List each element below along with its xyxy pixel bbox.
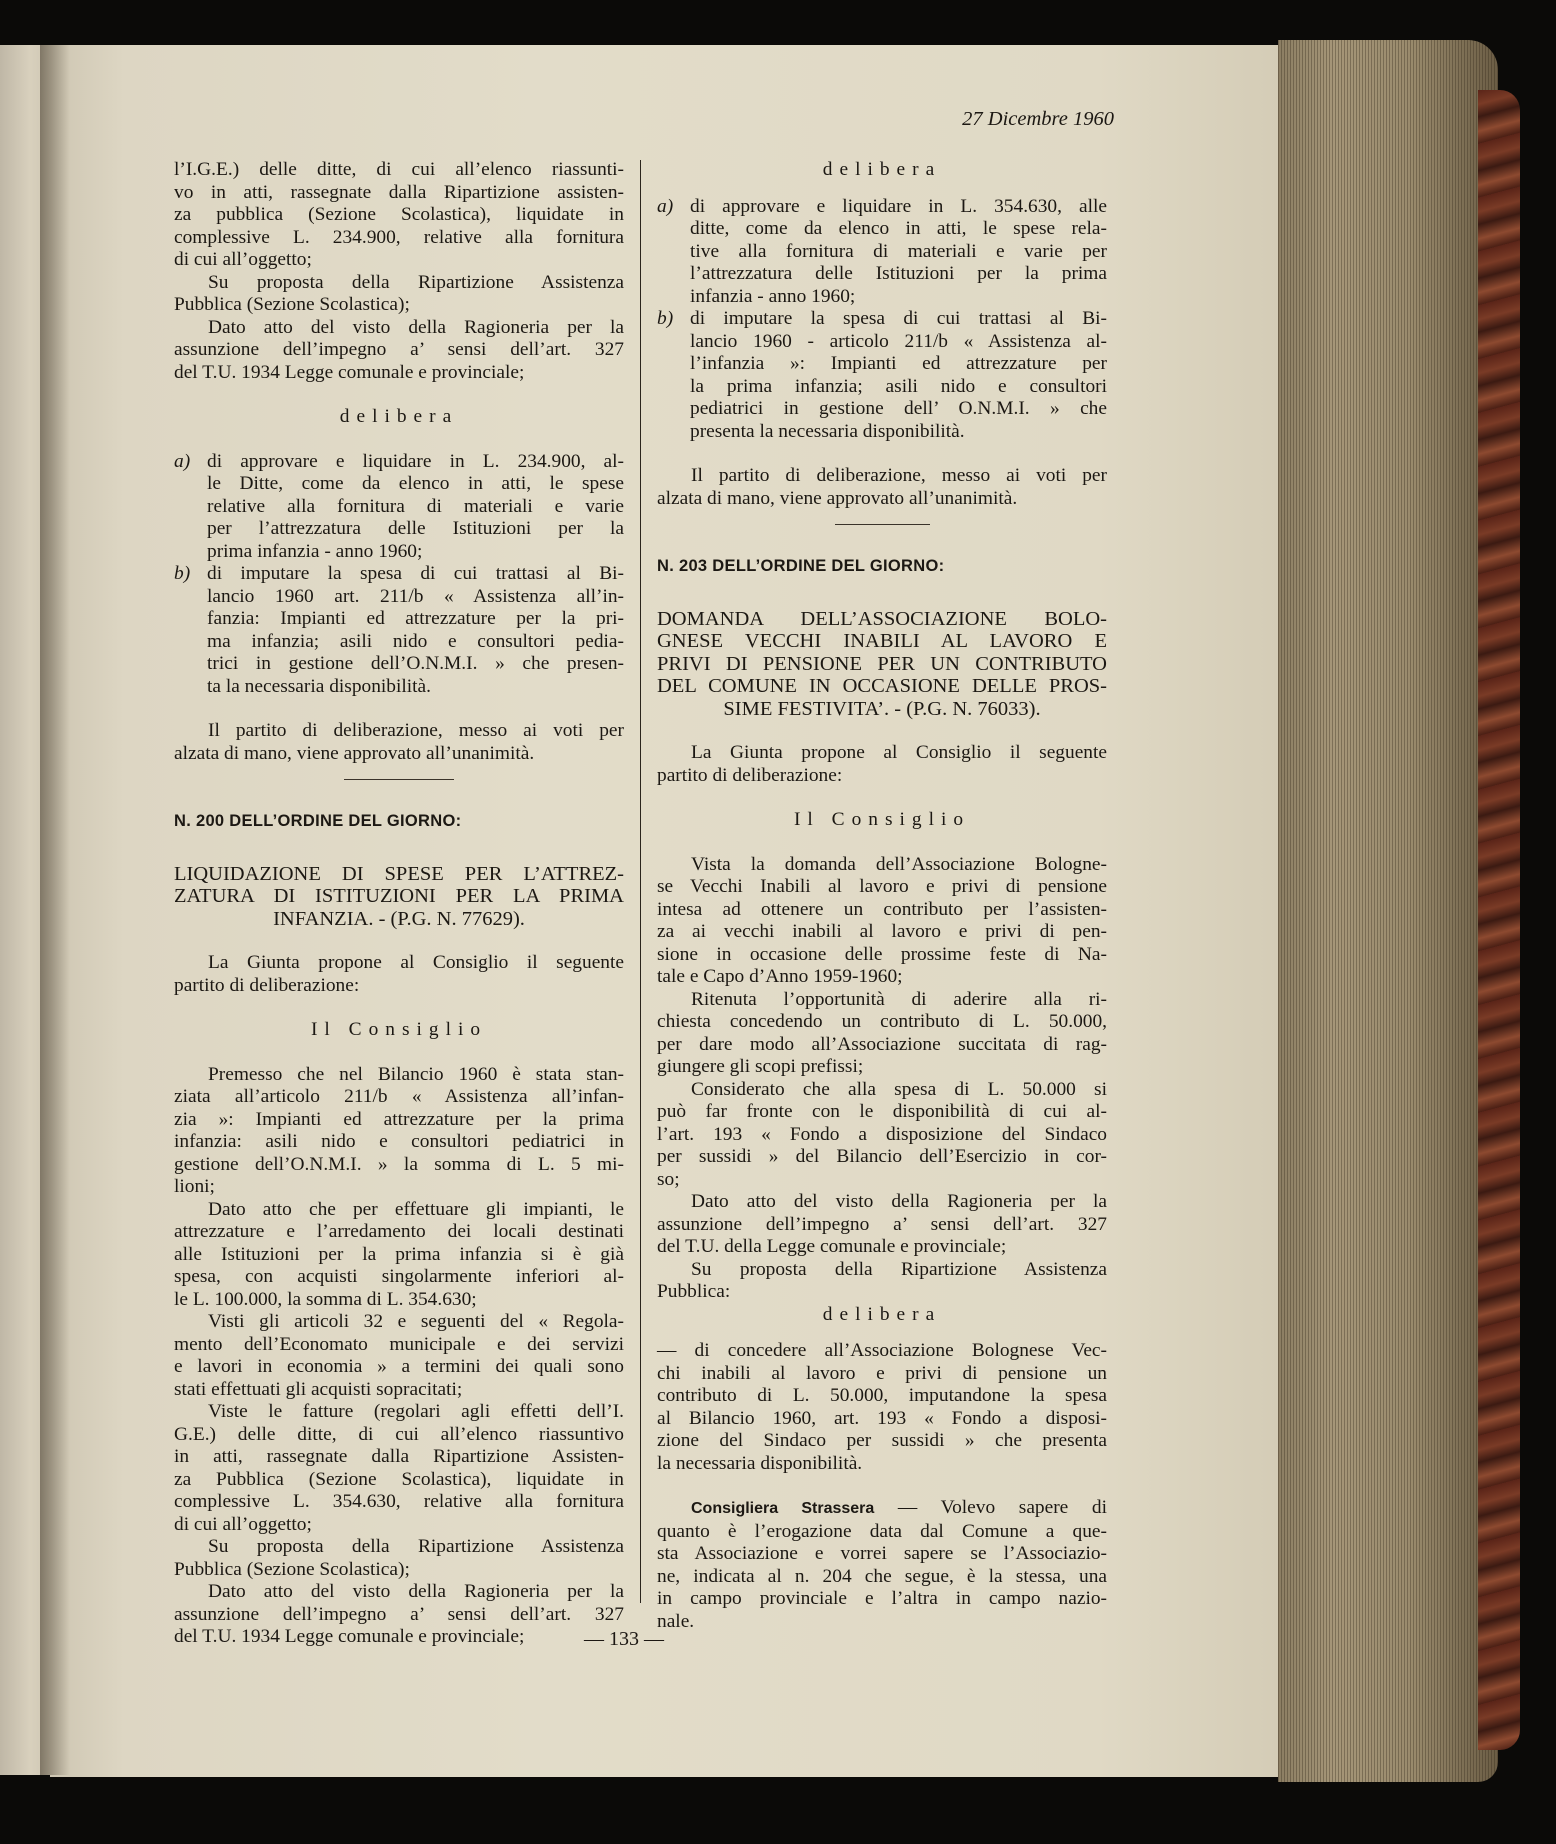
paragraph bbox=[174, 1311, 624, 1401]
text-line: tive alla fornitura di materiali e varie per bbox=[690, 240, 1107, 262]
text-line: PRIVI DI PENSIONE PER UN CONTRIBUTO bbox=[657, 652, 1107, 675]
text-line: — di concedere all’Associazione Bolognese Vec- bbox=[657, 1340, 1107, 1361]
text-line: zione del Sindaco per sussidi » che presenta bbox=[657, 1430, 1107, 1451]
paragraph bbox=[174, 317, 624, 385]
paragraph bbox=[657, 1340, 1107, 1475]
text-line: spesa, con acquisti singolarmente inferiori al- bbox=[174, 1266, 624, 1287]
text-line: alzata di mano, viene approvato all’unanimità. bbox=[657, 487, 1018, 509]
text-line: Su proposta della Ripartizione Assistenza bbox=[691, 1258, 1107, 1280]
text-line: se Vecchi Inabili al lavoro e privi di pensione bbox=[657, 876, 1107, 897]
text-line: alle Istituzioni per la prima infanzia si è già bbox=[174, 1243, 624, 1265]
text-line: sione in occasione delle prossime feste di Na- bbox=[657, 943, 1107, 965]
text-line: assunzione dell’impegno a’ sensi dell’art. 327 bbox=[657, 1213, 1107, 1235]
speech-text: — Volevo sapere di bbox=[897, 1497, 1107, 1518]
paragraph bbox=[174, 159, 624, 272]
text-line: le L. 100.000, la somma di L. 354.630; bbox=[174, 1288, 477, 1310]
text-line: GNESE VECCHI INABILI AL LAVORO E bbox=[657, 630, 1107, 652]
text-line: lioni; bbox=[174, 1176, 215, 1197]
text-line: infanzia: asili nido e consultori pediatrici in bbox=[174, 1131, 624, 1152]
text-line: G.E.) delle ditte, di cui all’elenco riassuntivo bbox=[174, 1423, 624, 1445]
text-line: attrezzature e l’arredamento dei locali destinati bbox=[174, 1221, 624, 1242]
text-line: sta Associazione e vorrei sapere se l’Associazio- bbox=[657, 1543, 1107, 1564]
text-line: Pubblica (Sezione Scolastica); bbox=[174, 294, 410, 315]
order-heading: N. 203 DELL’ORDINE DEL GIORNO: bbox=[657, 557, 945, 575]
text-line: ditte, come da elenco in atti, le spese rela- bbox=[690, 218, 1107, 239]
item-label: a) bbox=[174, 450, 191, 472]
text-line: La Giunta propone al Consiglio il seguente bbox=[208, 952, 624, 973]
column-divider bbox=[640, 160, 641, 1603]
text-line: za Pubblica (Sezione Scolastica), liquidate in bbox=[174, 1468, 624, 1490]
text-line: l’infanzia »: Impianti ed attrezzature per bbox=[690, 353, 1107, 374]
text-line: presenta la necessaria disponibilità. bbox=[690, 420, 965, 442]
list-item-a bbox=[174, 451, 624, 564]
text-line: Dato atto del visto della Ragioneria per la bbox=[208, 316, 624, 338]
text-line: infanzia - anno 1960; bbox=[690, 285, 856, 307]
text-line: per dare modo all’Associazione succitata di rag- bbox=[657, 1033, 1107, 1055]
text-line: Considerato che alla spesa di L. 50.000 si bbox=[691, 1078, 1107, 1100]
text-line: stati effettuati gli acquisti sopracitati; bbox=[174, 1378, 463, 1400]
text-line: l’attrezzatura delle Istituzioni per la prima bbox=[690, 263, 1107, 284]
text-line: za ai vecchi inabili al lavoro e privi di pen- bbox=[657, 921, 1107, 942]
list-item-b bbox=[657, 308, 1107, 443]
text-line: nale. bbox=[657, 1610, 695, 1632]
text-line: Pubblica: bbox=[657, 1281, 731, 1302]
text-line: gestione dell’O.N.M.I. » la somma di L. 5 mi- bbox=[174, 1153, 624, 1175]
item-label: a) bbox=[657, 195, 674, 217]
text-line: fanzia: Impianti ed attrezzature per la pri- bbox=[207, 608, 624, 629]
text-line: DEL COMUNE IN OCCASIONE DELLE PROS- bbox=[657, 675, 1107, 697]
text-line: intesa ad ottenere un contributo per l’assisten- bbox=[657, 898, 1107, 920]
paragraph bbox=[657, 465, 1107, 510]
item-label: b) bbox=[657, 308, 674, 329]
text-line: del T.U. della Legge comunale e provinciale; bbox=[657, 1236, 1007, 1257]
item-label: b) bbox=[174, 563, 191, 584]
paragraph bbox=[174, 272, 624, 317]
list-item-a bbox=[657, 196, 1107, 309]
text-line: pediatrici in gestione dell’ O.N.M.I. » che bbox=[690, 398, 1107, 419]
delibera-heading: delibera bbox=[822, 159, 942, 180]
text-line: Su proposta della Ripartizione Assistenza bbox=[208, 271, 624, 293]
list-item-b bbox=[174, 563, 624, 698]
text-line: Dato atto del visto della Ragioneria per la bbox=[691, 1191, 1107, 1212]
text-line: di imputare la spesa di cui trattasi al Bi- bbox=[207, 563, 624, 584]
text-line: LIQUIDAZIONE DI SPESE PER L’ATTREZ- bbox=[174, 862, 624, 885]
text-line: relative alla fornitura di materiali e varie bbox=[207, 495, 624, 517]
text-line: del T.U. 1934 Legge comunale e provinciale; bbox=[174, 361, 525, 383]
text-line: SIME FESTIVITA’. - (P.G. N. 76033). bbox=[723, 697, 1041, 720]
text-line: complessive L. 354.630, relative alla fornitura bbox=[174, 1491, 624, 1512]
consiglio-heading: Il Consiglio bbox=[310, 1019, 488, 1040]
text-line: può far fronte con le disponibilità di cui al- bbox=[657, 1101, 1107, 1122]
section-title bbox=[657, 608, 1107, 721]
order-heading: N. 200 DELL’ORDINE DEL GIORNO: bbox=[174, 812, 462, 830]
text-line: le Ditte, come da elenco in atti, le spese bbox=[207, 473, 624, 494]
text-line: Il partito di deliberazione, messo ai voti per bbox=[691, 465, 1107, 486]
text-line: partito di deliberazione: bbox=[657, 764, 843, 786]
text-line: Pubblica (Sezione Scolastica); bbox=[174, 1558, 410, 1580]
paragraph bbox=[657, 854, 1107, 989]
text-line: INFANZIA. - (P.G. N. 77629). bbox=[273, 907, 525, 930]
text-line: ziata all’articolo 211/b « Assistenza all’infan- bbox=[174, 1086, 624, 1107]
delibera-heading: delibera bbox=[339, 406, 459, 427]
text-line: al Bilancio 1960, art. 193 « Fondo a disposi- bbox=[657, 1407, 1107, 1429]
text-line: vo in atti, rassegnate dalla Ripartizione assisten- bbox=[174, 181, 624, 203]
speaker-name: Consigliera Strassera bbox=[691, 1500, 875, 1517]
text-line: la prima infanzia; asili nido e consultori bbox=[690, 375, 1107, 397]
text-line: di cui all’oggetto; bbox=[174, 249, 312, 270]
paragraph bbox=[174, 1581, 624, 1649]
text-line: lancio 1960 - articolo 211/b « Assistenza al- bbox=[690, 330, 1107, 352]
speech-first-line bbox=[657, 1497, 1107, 1521]
text-line: tale e Capo d’Anno 1959-1960; bbox=[657, 966, 903, 987]
text-line: ta la necessaria disponibilità. bbox=[207, 675, 431, 697]
paragraph bbox=[657, 1079, 1107, 1192]
text-line: alzata di mano, viene approvato all’unanimità. bbox=[174, 742, 535, 764]
text-line: Dato atto che per effettuare gli impianti, le bbox=[208, 1198, 624, 1220]
text-line: complessive L. 234.900, relative alla fornitura bbox=[174, 226, 624, 248]
text-line: Viste le fatture (regolari agli effetti dell’I. bbox=[208, 1401, 624, 1422]
text-line: Su proposta della Ripartizione Assistenza bbox=[208, 1536, 624, 1557]
text-line: per l’attrezzatura delle Istituzioni per la bbox=[207, 518, 624, 539]
text-line: e lavori in economia » a termini dei quali sono bbox=[174, 1356, 624, 1377]
text-line: Premesso che nel Bilancio 1960 è stata stan- bbox=[208, 1063, 624, 1085]
text-line: chiesta concedendo un contributo di L. 50.000, bbox=[657, 1011, 1107, 1032]
paragraph bbox=[657, 742, 1107, 787]
text-line: prima infanzia - anno 1960; bbox=[207, 540, 423, 562]
text-line: DOMANDA DELL’ASSOCIAZIONE BOLO- bbox=[657, 607, 1107, 630]
text-line: giungere gli scopi prefissi; bbox=[657, 1056, 864, 1077]
page-date: 27 Dicembre 1960 bbox=[962, 108, 1114, 130]
paragraph bbox=[174, 1199, 624, 1312]
text-line: di cui all’oggetto; bbox=[174, 1513, 312, 1535]
text-line: La Giunta propone al Consiglio il seguente bbox=[691, 742, 1107, 763]
text-line: l’I.G.E.) delle ditte, di cui all’elenco riassunti- bbox=[174, 159, 624, 180]
text-line: Dato atto del visto della Ragioneria per la bbox=[208, 1581, 624, 1602]
paragraph bbox=[657, 1259, 1107, 1304]
text-line: quanto è l’erogazione data dal Comune a que- bbox=[657, 1520, 1107, 1542]
text-line: trici in gestione dell’O.N.M.I. » che presen- bbox=[207, 653, 624, 674]
text-line: di approvare e liquidare in L. 354.630, alle bbox=[690, 195, 1107, 217]
speech-paragraph bbox=[657, 1521, 1107, 1634]
paragraph bbox=[174, 1401, 624, 1536]
page-block-edges bbox=[1278, 40, 1498, 1782]
text-line: per sussidi » del Bilancio dell’Esercizio in cor- bbox=[657, 1146, 1107, 1167]
text-line: Ritenuta l’opportunità di aderire alla ri- bbox=[691, 988, 1107, 1010]
text-line: assunzione dell’impegno a’ sensi dell’art. 327 bbox=[174, 339, 624, 360]
left-column bbox=[174, 159, 624, 1649]
text-line: partito di deliberazione: bbox=[174, 974, 360, 996]
paragraph bbox=[657, 989, 1107, 1079]
text-line: contributo di L. 50.000, imputandone la spesa bbox=[657, 1385, 1107, 1406]
text-line: in atti, rassegnate dalla Ripartizione Assisten- bbox=[174, 1446, 624, 1467]
gutter-shadow bbox=[40, 45, 70, 1775]
text-line: zia »: Impianti ed attrezzature per la prima bbox=[174, 1108, 624, 1130]
text-line: del T.U. 1934 Legge comunale e provinciale; bbox=[174, 1626, 525, 1647]
paragraph bbox=[174, 952, 624, 997]
section-title bbox=[174, 863, 624, 931]
paragraph bbox=[657, 1191, 1107, 1259]
right-column bbox=[657, 159, 1107, 1633]
text-line: assunzione dell’impegno a’ sensi dell’art. 327 bbox=[174, 1603, 624, 1625]
text-line: di approvare e liquidare in L. 234.900, al- bbox=[207, 450, 624, 472]
text-line: ne, indicata al n. 204 che segue, è la stessa, una bbox=[657, 1565, 1107, 1587]
paragraph bbox=[174, 720, 624, 765]
text-line: Vista la domanda dell’Associazione Bologne- bbox=[691, 853, 1107, 875]
text-line: so; bbox=[657, 1168, 680, 1190]
text-line: ma infanzia; asili nido e consultori pedia- bbox=[207, 630, 624, 652]
text-line: la necessaria disponibilità. bbox=[657, 1452, 863, 1474]
page-number: — 133 — bbox=[584, 1628, 664, 1650]
marbled-cover bbox=[1478, 90, 1520, 1750]
text-line: di imputare la spesa di cui trattasi al Bi- bbox=[690, 308, 1107, 329]
paragraph bbox=[174, 1536, 624, 1581]
consiglio-heading: Il Consiglio bbox=[793, 809, 971, 830]
text-line: Visti gli articoli 32 e seguenti del « Regola- bbox=[208, 1311, 624, 1332]
text-line: in campo provinciale e l’altra in campo nazio- bbox=[657, 1588, 1107, 1609]
text-line: za pubblica (Sezione Scolastica), liquidate in bbox=[174, 204, 624, 225]
delibera-heading: delibera bbox=[822, 1303, 942, 1325]
paragraph bbox=[174, 1064, 624, 1199]
text-line: ZATURA DI ISTITUZIONI PER LA PRIMA bbox=[174, 885, 624, 907]
text-line: chi inabili al lavoro e privi di pensione un bbox=[657, 1362, 1107, 1384]
text-line: Il partito di deliberazione, messo ai voti per bbox=[208, 720, 624, 741]
text-line: lancio 1960 art. 211/b « Assistenza all’in- bbox=[207, 585, 624, 607]
text-line: l’art. 193 « Fondo a disposizione del Sindaco bbox=[657, 1123, 1107, 1145]
text-line: mento dell’Economato municipale e dei servizi bbox=[174, 1333, 624, 1355]
